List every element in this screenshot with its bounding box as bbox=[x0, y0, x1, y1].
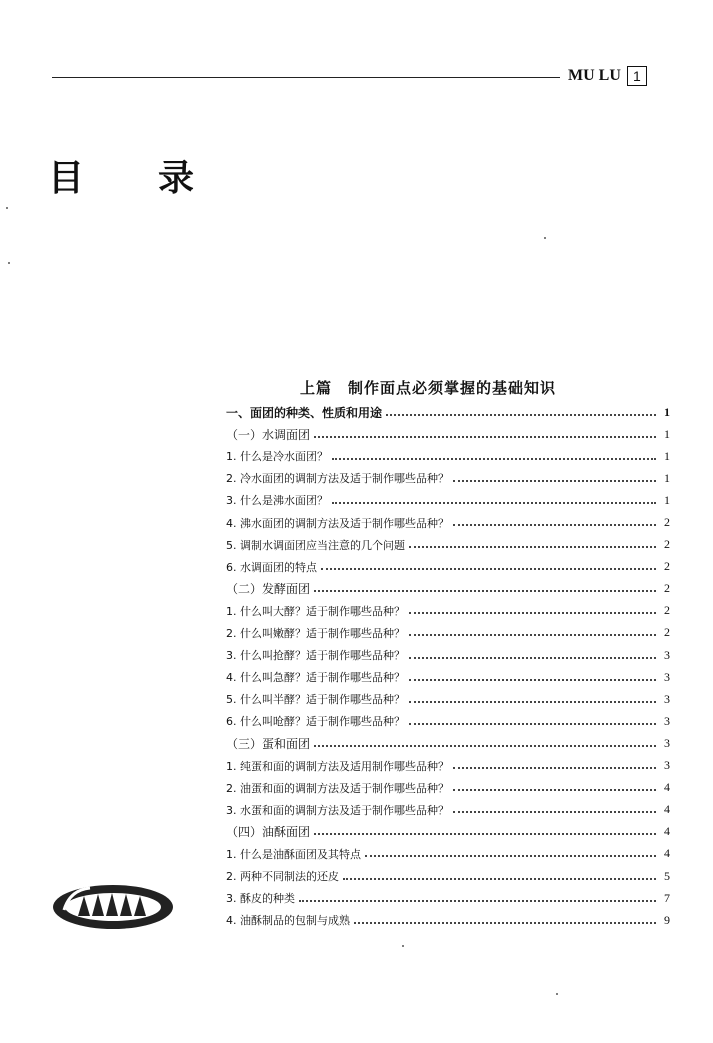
toc-entry bbox=[226, 401, 670, 423]
toc-page-number: 3 bbox=[664, 669, 670, 684]
toc-entry-title: 3. 水蛋和面的调制方法及适于制作哪些品种？ bbox=[226, 803, 449, 817]
toc-leader-dots bbox=[409, 722, 656, 725]
toc-entry-title: 6. 水调面团的特点 bbox=[226, 560, 317, 574]
toc-entry bbox=[226, 755, 670, 777]
title-char-2: 录 bbox=[158, 158, 195, 199]
toc-leader-dots bbox=[314, 589, 656, 592]
toc-leader-dots bbox=[409, 700, 656, 703]
title-char-1: 目 bbox=[48, 158, 85, 199]
toc-leader-dots bbox=[386, 413, 656, 416]
toc-entry bbox=[226, 865, 670, 887]
toc-leader-dots bbox=[314, 744, 656, 747]
toc-leader-dots bbox=[299, 899, 656, 902]
toc-page-number: 3 bbox=[664, 735, 670, 750]
toc-entry bbox=[226, 799, 670, 821]
toc-leader-dots bbox=[409, 678, 656, 681]
toc-leader-dots bbox=[314, 832, 656, 835]
toc-leader-dots bbox=[343, 877, 656, 880]
toc-leader-dots bbox=[409, 656, 656, 659]
toc-entry bbox=[226, 909, 670, 931]
toc-entry bbox=[226, 489, 670, 511]
running-title: MU LU bbox=[568, 67, 621, 84]
toc-entry bbox=[226, 556, 670, 578]
toc-page-number: 1 bbox=[664, 492, 670, 507]
toc-entry-title: 4. 什么叫急酵？适于制作哪些品种？ bbox=[226, 671, 405, 685]
toc-leader-dots bbox=[453, 479, 656, 482]
toc-page-number: 4 bbox=[664, 846, 670, 861]
toc-entry-title: 2. 什么叫嫩酵？适于制作哪些品种？ bbox=[226, 626, 405, 640]
toc-entry-title: （一）水调面团 bbox=[226, 427, 311, 442]
toc-entry bbox=[226, 666, 670, 688]
toc-entry-title: 4. 沸水面团的调制方法及适于制作哪些品种？ bbox=[226, 516, 449, 530]
toc-entry-title: 3. 酥皮的种类 bbox=[226, 892, 295, 906]
toc-leader-dots bbox=[365, 854, 656, 857]
toc-entry-title: 1. 什么是油酥面团及其特点 bbox=[226, 847, 361, 861]
toc-entry bbox=[226, 777, 670, 799]
toc-page-number: 5 bbox=[664, 868, 670, 883]
toc-page-number: 2 bbox=[664, 515, 670, 530]
scan-speck bbox=[544, 237, 546, 239]
toc-entry bbox=[226, 688, 670, 710]
publisher-logo bbox=[50, 880, 176, 934]
toc-entry bbox=[226, 467, 670, 489]
toc-entry-title: （三）蛋和面团 bbox=[226, 736, 311, 751]
toc-leader-dots bbox=[332, 501, 656, 504]
toc-entry bbox=[226, 887, 670, 909]
toc-entry bbox=[226, 710, 670, 732]
toc-page-number: 4 bbox=[664, 802, 670, 817]
toc-page-number: 1 bbox=[664, 470, 670, 485]
scan-speck bbox=[556, 993, 558, 995]
toc-entry-title: 6. 什么叫呛酵？适于制作哪些品种？ bbox=[226, 715, 405, 729]
toc-leader-dots bbox=[453, 810, 656, 813]
toc-page-number: 4 bbox=[664, 780, 670, 795]
table-of-contents bbox=[226, 401, 670, 931]
page-number-box: 1 bbox=[627, 66, 647, 86]
toc-leader-dots bbox=[453, 766, 656, 769]
toc-entry bbox=[226, 600, 670, 622]
running-header bbox=[568, 66, 647, 86]
toc-entry-title: 2. 冷水面团的调制方法及适于制作哪些品种？ bbox=[226, 472, 449, 486]
toc-entry-title: 4. 油酥制品的包制与成熟 bbox=[226, 914, 350, 928]
toc-page-number: 2 bbox=[664, 537, 670, 552]
toc-leader-dots bbox=[354, 921, 656, 924]
toc-entry bbox=[226, 644, 670, 666]
toc-page-number: 2 bbox=[664, 559, 670, 574]
toc-leader-dots bbox=[453, 788, 656, 791]
toc-entry bbox=[226, 534, 670, 556]
toc-page-number: 7 bbox=[664, 890, 670, 905]
toc-entry bbox=[226, 732, 670, 754]
toc-entry-title: 3. 什么叫抢酵？适于制作哪些品种？ bbox=[226, 649, 405, 663]
toc-page-number: 2 bbox=[664, 603, 670, 618]
toc-entry-title: 一、面团的种类、性质和用途 bbox=[226, 405, 383, 420]
toc-entry-title: 2. 两种不同制法的还皮 bbox=[226, 870, 339, 884]
toc-entry bbox=[226, 445, 670, 467]
toc-entry bbox=[226, 821, 670, 843]
toc-entry-title: 1. 纯蛋和面的调制方法及适用制作哪些品种？ bbox=[226, 759, 449, 773]
scan-speck bbox=[402, 945, 404, 947]
scan-speck bbox=[8, 262, 10, 264]
toc-page-number: 3 bbox=[664, 691, 670, 706]
toc-leader-dots bbox=[314, 435, 656, 438]
toc-entry-title: 1. 什么叫大酵？适于制作哪些品种？ bbox=[226, 604, 405, 618]
toc-entry bbox=[226, 843, 670, 865]
toc-page-number: 2 bbox=[664, 581, 670, 596]
toc-entry-title: 1. 什么是冷水面团？ bbox=[226, 450, 328, 464]
toc-page-number: 1 bbox=[664, 448, 670, 463]
toc-leader-dots bbox=[409, 545, 656, 548]
toc-leader-dots bbox=[332, 457, 656, 460]
scan-speck bbox=[6, 207, 8, 209]
toc-entry-title: 5. 调制水调面团应当注意的几个问题 bbox=[226, 538, 405, 552]
toc-leader-dots bbox=[453, 523, 656, 526]
toc-page-number: 1 bbox=[664, 404, 670, 419]
toc-leader-dots bbox=[321, 567, 656, 570]
toc-entry-title: （二）发酵面团 bbox=[226, 582, 311, 597]
toc-leader-dots bbox=[409, 633, 656, 636]
toc-entry-title: 2. 油蛋和面的调制方法及适于制作哪些品种？ bbox=[226, 781, 449, 795]
toc-page-number: 1 bbox=[664, 426, 670, 441]
toc-page-number: 2 bbox=[664, 625, 670, 640]
toc-page-number: 3 bbox=[664, 758, 670, 773]
toc-page-number: 3 bbox=[664, 647, 670, 662]
section-heading: 上篇 制作面点必须掌握的基础知识 bbox=[300, 379, 557, 397]
toc-entry-title: 5. 什么叫半酵？适于制作哪些品种？ bbox=[226, 693, 405, 707]
toc-entry-title: （四）油酥面团 bbox=[226, 825, 311, 840]
toc-leader-dots bbox=[409, 611, 656, 614]
toc-entry-title: 3. 什么是沸水面团？ bbox=[226, 494, 328, 508]
toc-entry bbox=[226, 423, 670, 445]
toc-page-number: 3 bbox=[664, 713, 670, 728]
toc-page-number: 9 bbox=[664, 912, 670, 927]
toc-entry bbox=[226, 511, 670, 533]
toc-page-number: 4 bbox=[664, 824, 670, 839]
header-rule bbox=[52, 77, 560, 78]
toc-entry bbox=[226, 622, 670, 644]
toc-entry bbox=[226, 578, 670, 600]
